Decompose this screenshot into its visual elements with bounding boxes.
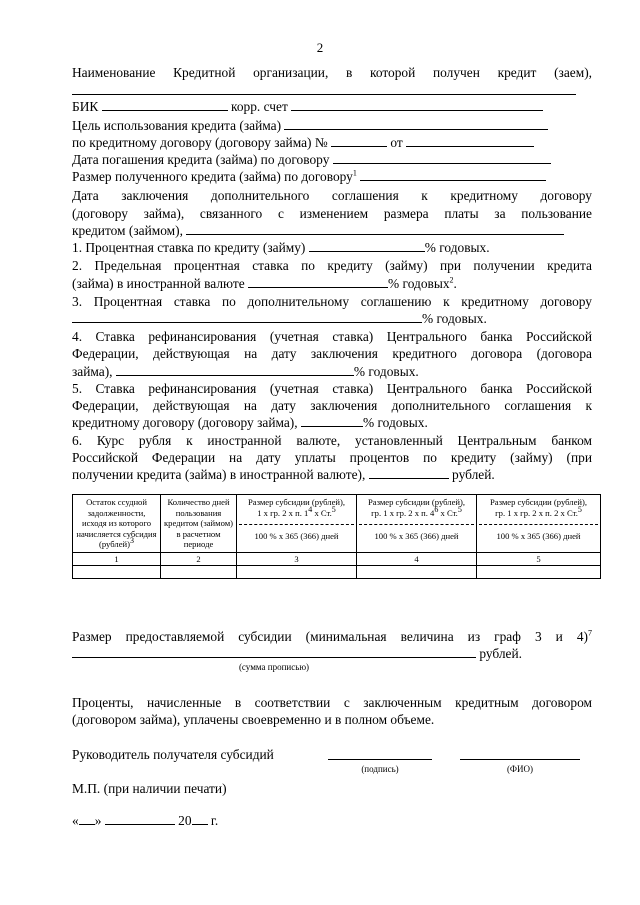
item-6-label: получении кредита (займа) в иностранной валюте), [72,467,366,482]
item-2-line-1: 2. Предельная процентная ставка по кредиту (займу) при получении кредита [72,258,592,273]
item-3-line-1: 3. Процентная ставка по дополнительному соглашению к кредитному договору [72,294,592,309]
item-4-line-1: 4. Ставка рефинансирования (учетная ставка) Центрального банка Российской [72,329,592,344]
header-subsidy-5: Размер субсидии (рублей), гр. 1 x гр. 2 x п. 2 x Ст.$^5$ 100 % x 365 (366) дней [477,495,601,553]
credit-org-label: Наименование Кредитной организации, в которой получен кредит (заем), [72,65,592,80]
agreement-date-field[interactable] [186,222,564,235]
item-3-suffix: % годовых. [422,311,487,326]
denominator-5: 100 % x 365 (366) дней [496,531,581,541]
item-6-line-2: Российской Федерации на дату уплаты процентов по кредиту (займу) (при [72,450,592,465]
subsidy-label: Размер предоставляемой субсидии (минимальная величина из граф 3 и 4) [72,629,588,644]
item-5-label: кредитному договору (договору займа), [72,415,298,430]
item-5-line-2: Федерации, действующая на дату заключения дополнительного соглашения к [72,398,592,413]
agreement-line-2: (договору займа), связанного с изменением размера платы за пользование [72,206,592,221]
agreement-row-3 [72,222,592,239]
denominator-3: 100 % x 365 (366) дней [254,531,339,541]
amount-field[interactable] [360,168,546,181]
footnote-2: 2 [449,275,454,285]
item-6-field[interactable] [369,466,449,479]
date-day-field[interactable] [79,812,95,825]
item-2-suffix: % годовых [388,276,450,291]
table-cell[interactable] [73,566,161,579]
subsidy-row [72,628,592,645]
date-year-field[interactable] [192,812,208,825]
item-2-field[interactable] [248,275,388,288]
col-number: 2 [161,552,237,566]
contract-number-field[interactable] [331,134,387,147]
item-1-label: 1. Процентная ставка по кредиту (займу) [72,240,306,255]
bik-label: БИК [72,99,99,114]
denominator-4: 100 % x 365 (366) дней [374,531,459,541]
item-5-line-1: 5. Ставка рефинансирования (учетная ставка) Центрального банка Российской [72,381,592,396]
header-balance: Остаток ссудной задолженности, исходя из которого начисляется субсидия (рублей)$^3$ [73,495,161,553]
stamp-label: М.П. (при наличии печати) [72,781,227,796]
table-number-row [73,552,601,566]
item-1-row [72,239,592,256]
date-year-suffix: г. [210,813,219,828]
signature-caption: (подпись) [361,764,399,774]
footnote-1: 1 [352,168,357,178]
bik-row [72,98,592,115]
col-number: 1 [73,552,161,566]
item-5-row [72,414,592,431]
fio-caption: (ФИО) [506,764,534,774]
footnote-7: 7 [588,628,592,638]
table-cell[interactable] [237,566,357,579]
header-subsidy-3: Размер субсидии (рублей), 1 x гр. 2 x п. $1^4$ x Ст.$^5$ 100 % x 365 (366) дней [237,495,357,553]
from-label: от [390,135,403,150]
subsidy-rub-label: рублей. [479,646,523,661]
item-5-suffix: % годовых. [362,415,428,430]
item-1-field[interactable] [309,239,425,252]
table-cell[interactable] [161,566,237,579]
date-year-prefix: 20 [178,813,192,828]
item-6-suffix: рублей. [452,467,495,482]
subsidy-table [72,494,601,579]
date-quote-open: « [72,813,79,828]
contract-label: по кредитному договору (договору займа) № [72,135,328,150]
purpose-label: Цель использования кредита (займа) [72,118,282,133]
col-number: 5 [477,552,601,566]
signature-field[interactable] [328,759,432,760]
date-quote-close: » [94,813,102,828]
corr-account-label: корр. счет [231,99,288,114]
repay-row [72,151,592,168]
purpose-field[interactable] [284,117,548,130]
repay-label: Дата погашения кредита (займа) по договору [72,152,330,167]
item-6-row [72,466,592,483]
table-input-row [73,566,601,579]
interest-line-1: Проценты, начисленные в соответствии с заключенным кредитным договором [72,695,592,710]
table-cell[interactable] [477,566,601,579]
item-1-suffix: % годовых. [424,240,490,255]
date-month-field[interactable] [105,812,175,825]
agreement-line-1: Дата заключения дополнительного соглашения к кредитному договору [72,188,592,203]
item-2-label: (займа) в иностранной валюте [72,276,245,291]
interest-line-2: (договором займа), уплачены своевременно и в полном объеме. [72,712,435,727]
item-4-label: займа), [72,364,113,379]
item-4-field[interactable] [116,363,354,376]
item-4-line-2: Федерации, действующая на дату заключения кредитного договора (договора [72,346,592,361]
item-3-field[interactable] [72,310,422,323]
agreement-line-3: кредитом (займом), [72,223,183,238]
subsidy-sum-field[interactable] [72,645,476,658]
contract-date-field[interactable] [406,134,534,147]
col-number: 3 [237,552,357,566]
item-4-row [72,363,592,380]
page-number: 2 [316,40,324,55]
credit-org-field[interactable] [72,94,576,95]
corr-account-field[interactable] [291,98,543,111]
item-4-suffix: % годовых. [353,364,419,379]
item-5-field[interactable] [301,414,363,427]
head-label: Руководитель получателя субсидий [72,747,274,762]
amount-label: Размер полученного кредита (займа) по договору [72,169,353,184]
item-3-row [72,310,592,327]
header-subsidy-4: Размер субсидии (рублей), гр. 1 x гр. 2 x п. $4^6$ x Ст.$^5$ 100 % x 365 (366) дней [357,495,477,553]
subsidy-sum-row [72,645,592,662]
repay-field[interactable] [333,151,551,164]
col-number: 4 [357,552,477,566]
purpose-row [72,117,592,134]
date-row [72,812,592,829]
amount-row [72,168,592,185]
item-2-row: (займа) в иностранной валюте % годовых$^2$. [72,275,457,291]
bik-field[interactable] [102,98,228,111]
header-days: Количество дней пользования кредитом (займом) в расчетном периоде [161,495,237,553]
table-cell[interactable] [357,566,477,579]
table-header-row [73,495,601,553]
sum-caption: (сумма прописью) [238,662,310,672]
footnote-3: 3 [129,536,134,546]
item-6-line-1: 6. Курс рубля к иностранной валюте, установленный Центральным банком [72,433,592,448]
contract-row [72,134,592,151]
fio-field[interactable] [460,759,580,760]
